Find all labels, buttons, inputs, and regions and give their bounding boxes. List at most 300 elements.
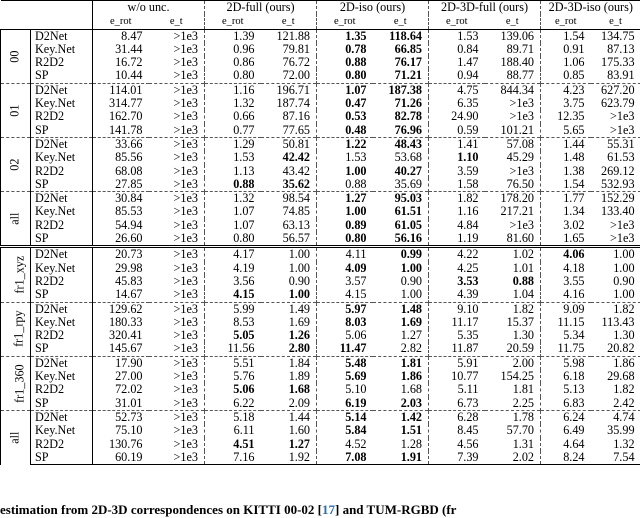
value-cell: >1e3	[149, 247, 205, 262]
value-cell: 5.51	[205, 356, 261, 370]
value-cell: >1e3	[149, 56, 205, 69]
value-cell: 1.27	[317, 192, 373, 206]
value-cell: 6.49	[541, 424, 591, 437]
value-cell: 3.57	[317, 275, 373, 288]
value-cell: 56.57	[261, 232, 317, 247]
table-row	[1, 424, 640, 437]
value-cell: 57.70	[485, 424, 541, 437]
value-cell: 76.50	[485, 178, 541, 192]
value-cell: 1.68	[261, 383, 317, 396]
value-cell: 2.02	[485, 451, 541, 465]
value-cell: 72.02	[93, 383, 149, 396]
value-cell: 130.76	[93, 438, 149, 451]
value-cell: 1.84	[261, 356, 317, 370]
value-cell: 68.08	[93, 165, 149, 178]
value-cell: >1e3	[149, 137, 205, 151]
value-cell: 1.54	[541, 29, 591, 43]
value-cell: 11.75	[541, 342, 591, 356]
value-cell: >1e3	[149, 165, 205, 178]
caption-citation-link[interactable]: 17	[322, 502, 335, 517]
value-cell: 187.74	[261, 97, 317, 110]
value-cell: >1e3	[149, 262, 205, 275]
value-cell: 118.64	[373, 29, 429, 43]
sequence-label: 02	[9, 158, 22, 170]
value-cell: 5.97	[317, 302, 373, 316]
value-cell: >1e3	[485, 110, 541, 123]
table-row	[1, 205, 640, 218]
value-cell: 1.32	[591, 438, 640, 451]
detector-name: D2Net	[31, 29, 93, 43]
value-cell: 532.93	[591, 178, 640, 192]
value-cell: 6.24	[541, 410, 591, 424]
table-row	[1, 438, 640, 451]
value-cell: 1.32	[205, 97, 261, 110]
value-cell: 16.72	[93, 56, 149, 69]
detector-name: Key.Net	[31, 97, 93, 110]
value-cell: 1.00	[261, 288, 317, 302]
value-cell: 4.64	[541, 438, 591, 451]
value-cell: 5.06	[317, 329, 373, 342]
table-row	[1, 397, 640, 411]
table-row	[1, 43, 640, 56]
value-cell: 14.67	[93, 288, 149, 302]
value-cell: >1e3	[485, 219, 541, 232]
value-cell: 1.86	[591, 356, 640, 370]
value-cell: 88.77	[485, 69, 541, 83]
value-cell: 0.89	[317, 219, 373, 232]
header-et	[149, 14, 205, 29]
value-cell: 4.84	[429, 219, 485, 232]
value-cell: 1.82	[429, 192, 485, 206]
value-cell: >1e3	[149, 178, 205, 192]
value-cell: 3.55	[541, 275, 591, 288]
detector-name: Key.Net	[31, 262, 93, 275]
value-cell: 134.75	[591, 29, 640, 43]
value-cell: 5.34	[541, 329, 591, 342]
value-cell: 1.86	[373, 370, 429, 383]
value-cell: >1e3	[591, 219, 640, 232]
value-cell: 121.88	[261, 29, 317, 43]
value-cell: 1.42	[373, 410, 429, 424]
value-cell: 1.00	[317, 165, 373, 178]
value-cell: 4.19	[205, 262, 261, 275]
value-cell: >1e3	[149, 329, 205, 342]
sequence-label: all	[9, 432, 22, 444]
value-cell: >1e3	[149, 383, 205, 396]
value-cell: >1e3	[149, 151, 205, 164]
value-cell: 5.91	[429, 356, 485, 370]
value-cell: 175.33	[591, 56, 640, 69]
value-cell: >1e3	[485, 165, 541, 178]
value-cell: 20.73	[93, 247, 149, 262]
subcol-label: e_rot	[110, 16, 132, 27]
value-cell: >1e3	[149, 438, 205, 451]
value-cell: 1.16	[429, 205, 485, 218]
value-cell: 3.53	[429, 275, 485, 288]
value-cell: 0.47	[317, 97, 373, 110]
value-cell: 113.43	[591, 316, 640, 329]
table-row	[1, 110, 640, 123]
subcol-label: e_rot	[446, 16, 468, 27]
value-cell: 8.47	[93, 29, 149, 43]
value-cell: 0.80	[317, 69, 373, 83]
value-cell: 4.06	[541, 247, 591, 262]
value-cell: 1.48	[373, 302, 429, 316]
value-cell: 61.05	[373, 219, 429, 232]
value-cell: 0.84	[429, 43, 485, 56]
value-cell: 3.75	[541, 97, 591, 110]
value-cell: 196.71	[261, 83, 317, 97]
value-cell: 1.60	[261, 424, 317, 437]
value-cell: 5.05	[205, 329, 261, 342]
value-cell: >1e3	[149, 232, 205, 247]
value-cell: 8.03	[317, 316, 373, 329]
subcol-label: e_t	[282, 16, 295, 27]
value-cell: 1.07	[205, 219, 261, 232]
value-cell: >1e3	[591, 110, 640, 123]
value-cell: 27.00	[93, 370, 149, 383]
value-cell: 0.80	[317, 232, 373, 247]
value-cell: 5.18	[205, 410, 261, 424]
value-cell: 66.85	[373, 43, 429, 56]
value-cell: 9.10	[429, 302, 485, 316]
value-cell: 35.69	[373, 178, 429, 192]
detector-name: SP	[31, 288, 93, 302]
value-cell: 35.62	[261, 178, 317, 192]
value-cell: 6.73	[429, 397, 485, 411]
value-cell: 1.34	[541, 205, 591, 218]
subcol-label: e_rot	[555, 16, 577, 27]
value-cell: 0.80	[205, 69, 261, 83]
header-et	[261, 14, 317, 29]
value-cell: 0.48	[317, 124, 373, 138]
header-et	[485, 14, 541, 29]
value-cell: >1e3	[149, 110, 205, 123]
value-cell: 0.96	[205, 43, 261, 56]
value-cell: 152.29	[591, 192, 640, 206]
sequence-label-cell	[1, 356, 31, 410]
table-row	[1, 137, 640, 151]
value-cell: 4.15	[317, 288, 373, 302]
value-cell: >1e3	[591, 232, 640, 247]
value-cell: >1e3	[149, 97, 205, 110]
value-cell: 1.32	[205, 192, 261, 206]
subcol-label: e_rot	[222, 16, 244, 27]
value-cell: 145.67	[93, 342, 149, 356]
value-cell: 57.08	[485, 137, 541, 151]
value-cell: 1.39	[205, 29, 261, 43]
value-cell: 4.74	[591, 410, 640, 424]
value-cell: >1e3	[149, 356, 205, 370]
detector-name: R2D2	[31, 165, 93, 178]
value-cell: 10.77	[429, 370, 485, 383]
value-cell: 623.79	[591, 97, 640, 110]
value-cell: 53.68	[373, 151, 429, 164]
value-cell: 3.02	[541, 219, 591, 232]
value-cell: 4.22	[429, 247, 485, 262]
value-cell: 11.17	[429, 316, 485, 329]
value-cell: 0.91	[541, 43, 591, 56]
value-cell: 0.59	[429, 124, 485, 138]
detector-name: R2D2	[31, 438, 93, 451]
value-cell: 95.03	[373, 192, 429, 206]
value-cell: 0.80	[205, 232, 261, 247]
subcol-label: e_t	[170, 16, 183, 27]
value-cell: 5.10	[317, 383, 373, 396]
value-cell: 1.00	[373, 288, 429, 302]
value-cell: 0.86	[205, 56, 261, 69]
value-cell: 5.14	[317, 410, 373, 424]
value-cell: 76.72	[261, 56, 317, 69]
value-cell: 11.47	[317, 342, 373, 356]
value-cell: 1.13	[205, 165, 261, 178]
value-cell: 1.44	[541, 137, 591, 151]
value-cell: 1.30	[485, 329, 541, 342]
value-cell: 1.28	[373, 438, 429, 451]
value-cell: 1.91	[373, 451, 429, 465]
value-cell: 1.81	[373, 356, 429, 370]
value-cell: 1.31	[485, 438, 541, 451]
sequence-label: all	[9, 213, 22, 225]
value-cell: >1e3	[149, 288, 205, 302]
value-cell: 2.09	[261, 397, 317, 411]
value-cell: 60.19	[93, 451, 149, 465]
value-cell: 1.22	[317, 137, 373, 151]
value-cell: 76.96	[373, 124, 429, 138]
table-row	[1, 275, 640, 288]
value-cell: 29.98	[93, 262, 149, 275]
value-cell: 7.08	[317, 451, 373, 465]
value-cell: 9.09	[541, 302, 591, 316]
value-cell: 1.69	[261, 316, 317, 329]
value-cell: 4.75	[429, 83, 485, 97]
value-cell: 81.60	[485, 232, 541, 247]
value-cell: 180.33	[93, 316, 149, 329]
value-cell: 43.42	[261, 165, 317, 178]
value-cell: 1.68	[373, 383, 429, 396]
value-cell: 1.00	[591, 247, 640, 262]
value-cell: 4.51	[205, 438, 261, 451]
value-cell: 5.76	[205, 370, 261, 383]
detector-name: Key.Net	[31, 316, 93, 329]
value-cell: 114.01	[93, 83, 149, 97]
value-cell: 139.06	[485, 29, 541, 43]
table-row	[1, 97, 640, 110]
value-cell: 1.27	[261, 438, 317, 451]
value-cell: 844.34	[485, 83, 541, 97]
value-cell: 141.78	[93, 124, 149, 138]
value-cell: 6.18	[541, 370, 591, 383]
value-cell: 71.26	[373, 97, 429, 110]
value-cell: 10.44	[93, 69, 149, 83]
value-cell: 79.81	[261, 43, 317, 56]
header-subcol-row	[1, 14, 640, 29]
value-cell: 1.78	[485, 410, 541, 424]
detector-name: SP	[31, 69, 93, 83]
value-cell: >1e3	[485, 97, 541, 110]
value-cell: 269.12	[591, 165, 640, 178]
value-cell: 1.26	[261, 329, 317, 342]
value-cell: >1e3	[149, 370, 205, 383]
value-cell: 320.41	[93, 329, 149, 342]
value-cell: >1e3	[149, 275, 205, 288]
detector-name: Key.Net	[31, 43, 93, 56]
sequence-label: fr1_rpy	[13, 311, 26, 348]
value-cell: >1e3	[149, 83, 205, 97]
value-cell: >1e3	[149, 316, 205, 329]
value-cell: 61.53	[591, 151, 640, 164]
value-cell: 0.88	[317, 56, 373, 69]
detector-name: D2Net	[31, 356, 93, 370]
value-cell: 188.40	[485, 56, 541, 69]
value-cell: 31.44	[93, 43, 149, 56]
value-cell: 1.89	[261, 370, 317, 383]
value-cell: 2.42	[591, 397, 640, 411]
table-row	[1, 410, 640, 424]
value-cell: 1.06	[541, 56, 591, 69]
value-cell: 2.03	[373, 397, 429, 411]
value-cell: 0.88	[205, 178, 261, 192]
header-et	[373, 14, 429, 29]
value-cell: >1e3	[591, 124, 640, 138]
value-cell: 4.18	[541, 262, 591, 275]
value-cell: 48.43	[373, 137, 429, 151]
value-cell: 4.25	[429, 262, 485, 275]
value-cell: >1e3	[149, 205, 205, 218]
header-erot	[93, 14, 149, 29]
detector-name: SP	[31, 232, 93, 247]
value-cell: 63.13	[261, 219, 317, 232]
detector-name: SP	[31, 178, 93, 192]
sequence-label-cell	[1, 247, 31, 302]
value-cell: 1.44	[261, 410, 317, 424]
value-cell: 162.70	[93, 110, 149, 123]
value-cell: 1.69	[373, 316, 429, 329]
caption-text-after: ] and TUM-RGBD (fr	[335, 502, 456, 517]
value-cell: 1.04	[485, 288, 541, 302]
sequence-label-cell	[1, 410, 31, 464]
value-cell: 2.80	[261, 342, 317, 356]
detector-name: D2Net	[31, 192, 93, 206]
value-cell: 1.82	[591, 383, 640, 396]
value-cell: 27.85	[93, 178, 149, 192]
value-cell: >1e3	[149, 192, 205, 206]
value-cell: 1.07	[317, 83, 373, 97]
table-row	[1, 370, 640, 383]
value-cell: 5.11	[429, 383, 485, 396]
value-cell: 0.53	[317, 110, 373, 123]
value-cell: 3.56	[205, 275, 261, 288]
value-cell: 4.56	[429, 438, 485, 451]
detector-name: D2Net	[31, 302, 93, 316]
sequence-label: 01	[9, 104, 22, 116]
table-row	[1, 56, 640, 69]
header-erot	[541, 14, 591, 29]
value-cell: 26.60	[93, 232, 149, 247]
value-cell: 1.35	[317, 29, 373, 43]
value-cell: 11.15	[541, 316, 591, 329]
value-cell: 0.77	[205, 124, 261, 138]
value-cell: 74.85	[261, 205, 317, 218]
value-cell: 1.00	[261, 247, 317, 262]
value-cell: 5.84	[317, 424, 373, 437]
value-cell: 7.16	[205, 451, 261, 465]
value-cell: 1.27	[373, 329, 429, 342]
table-row	[1, 83, 640, 97]
value-cell: 178.20	[485, 192, 541, 206]
table-row	[1, 342, 640, 356]
table-row	[1, 329, 640, 342]
subcol-label: e_t	[506, 16, 519, 27]
detector-name: Key.Net	[31, 370, 93, 383]
value-cell: 6.19	[317, 397, 373, 411]
value-cell: 1.29	[205, 137, 261, 151]
value-cell: 20.82	[591, 342, 640, 356]
detector-name: R2D2	[31, 275, 93, 288]
value-cell: 24.90	[429, 110, 485, 123]
table-row	[1, 29, 640, 43]
value-cell: 1.00	[591, 262, 640, 275]
table-row	[1, 165, 640, 178]
value-cell: 1.92	[261, 451, 317, 465]
table-row	[1, 219, 640, 232]
value-cell: 133.40	[591, 205, 640, 218]
value-cell: 5.65	[541, 124, 591, 138]
value-cell: 0.78	[317, 43, 373, 56]
value-cell: 7.54	[591, 451, 640, 465]
value-cell: 1.01	[485, 262, 541, 275]
value-cell: 8.24	[541, 451, 591, 465]
value-cell: >1e3	[149, 410, 205, 424]
value-cell: 187.38	[373, 83, 429, 97]
value-cell: 4.52	[317, 438, 373, 451]
sequence-label-cell	[1, 137, 31, 191]
value-cell: 8.53	[205, 316, 261, 329]
value-cell: >1e3	[149, 342, 205, 356]
detector-name: Key.Net	[31, 205, 93, 218]
table-row	[1, 451, 640, 465]
value-cell: 1.54	[541, 178, 591, 192]
value-cell: 5.69	[317, 370, 373, 383]
value-cell: 0.90	[591, 275, 640, 288]
value-cell: 1.58	[429, 178, 485, 192]
header-erot	[317, 14, 373, 29]
value-cell: 101.21	[485, 124, 541, 138]
value-cell: 1.53	[429, 29, 485, 43]
table-row	[1, 316, 640, 329]
value-cell: 154.25	[485, 370, 541, 383]
value-cell: 98.54	[261, 192, 317, 206]
value-cell: 1.77	[541, 192, 591, 206]
value-cell: 1.82	[591, 302, 640, 316]
value-cell: 11.56	[205, 342, 261, 356]
value-cell: 61.51	[373, 205, 429, 218]
value-cell: >1e3	[149, 124, 205, 138]
value-cell: 50.81	[261, 137, 317, 151]
value-cell: 1.00	[373, 262, 429, 275]
value-cell: 4.09	[317, 262, 373, 275]
value-cell: 0.94	[429, 69, 485, 83]
header-erot	[429, 14, 485, 29]
value-cell: 1.02	[485, 247, 541, 262]
sequence-label: fr1_xyz	[13, 256, 26, 294]
header-group-row	[1, 1, 640, 15]
detector-name: Key.Net	[31, 424, 93, 437]
value-cell: 314.77	[93, 97, 149, 110]
value-cell: 8.45	[429, 424, 485, 437]
value-cell: 31.01	[93, 397, 149, 411]
value-cell: 2.00	[485, 356, 541, 370]
